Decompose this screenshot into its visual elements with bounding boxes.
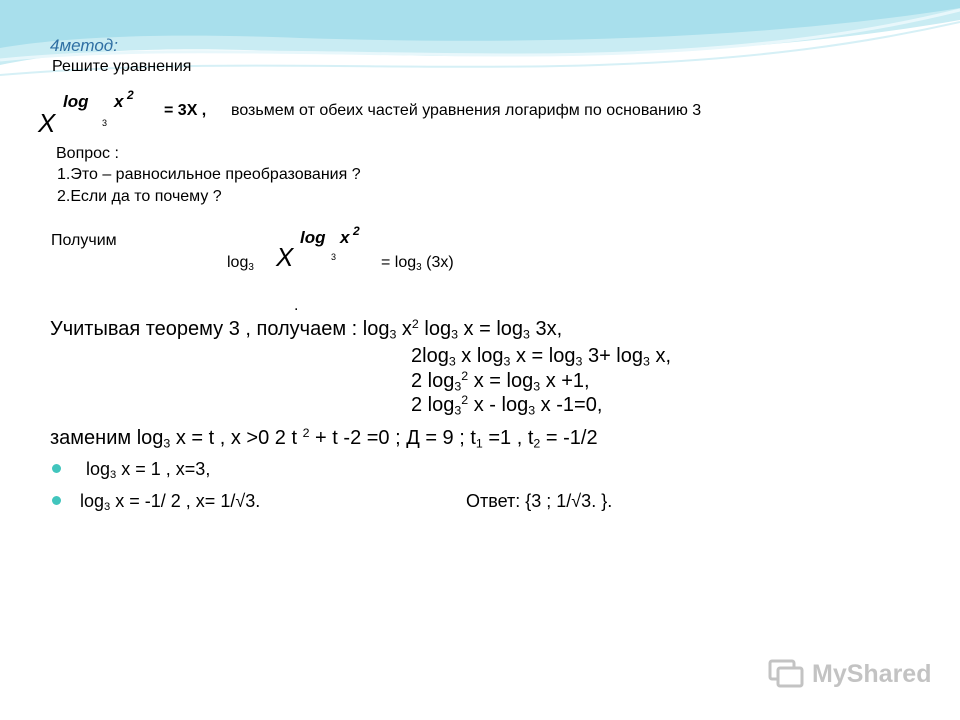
formula-x: X xyxy=(38,108,56,138)
derivation-line-1: Учитывая теорему 3 , получаем : $\log_3 x^2$ $\log_3 x = \log_3 3x$, xyxy=(50,317,563,342)
derivation-line-4: 2 $\log_3^2 x - \log_3 x$ -1=0, xyxy=(411,393,603,418)
formula-x-var: x xyxy=(114,92,124,111)
formula-power: 2 xyxy=(127,88,134,102)
question-2: 2.Если да то почему ? xyxy=(57,188,222,205)
dot: . xyxy=(294,297,299,314)
solution-1: $\log_3 x = 1$ , x=3, xyxy=(86,459,211,482)
solution-2: $\log_3 x = -1/$ 2 , x= 1/√3. xyxy=(80,491,261,514)
formula-base: 3 xyxy=(331,252,337,262)
answer: Ответ: {3 ; 1/√3. }. xyxy=(466,491,613,511)
equation-comment: возьмем от обеих частей уравнения логарифм по основанию 3 xyxy=(231,102,702,119)
derivation-line-3: 2 $\log_3^2 x = \log_3 x +1$, xyxy=(411,369,590,394)
watermark-logo xyxy=(768,657,931,691)
formula-log: log xyxy=(300,228,326,247)
bullet-dot xyxy=(52,496,61,505)
derivation-line-2: $2\log_3$ x $\log_3 x = \log_3 3+ \log_3 x$, xyxy=(411,345,672,369)
formula-x: X xyxy=(276,242,294,272)
formula-x-var: x xyxy=(340,228,350,247)
slides-icon xyxy=(768,657,806,691)
equation-rhs: = 3X , xyxy=(164,102,207,119)
formula-image-2 xyxy=(270,222,370,274)
question-1: 1.Это – равносильное преобразования ? xyxy=(57,166,361,183)
formula-power: 2 xyxy=(353,224,360,238)
bullet-dot xyxy=(52,464,61,473)
get-rhs: = $\log_3 (3x)$ xyxy=(381,254,454,273)
formula-image-1 xyxy=(33,88,145,140)
substitution-line: заменим $\log_3 x = t$ , x >0 2 t $^2$ + t -2 =0 ; Д = 9 ; $t_1 =1$ , $t_2 = -1/2$ xyxy=(50,426,598,451)
watermark-text: MyShared xyxy=(812,659,932,688)
method-title: 4метод: xyxy=(50,36,118,55)
formula-base: 3 xyxy=(102,118,108,128)
question-label: Вопрос : xyxy=(56,145,119,162)
get-log: $\log_3$ xyxy=(227,254,254,273)
get-label: Получим xyxy=(51,232,117,249)
task-heading: Решите уравнения xyxy=(52,58,192,75)
formula-log: log xyxy=(63,92,89,111)
